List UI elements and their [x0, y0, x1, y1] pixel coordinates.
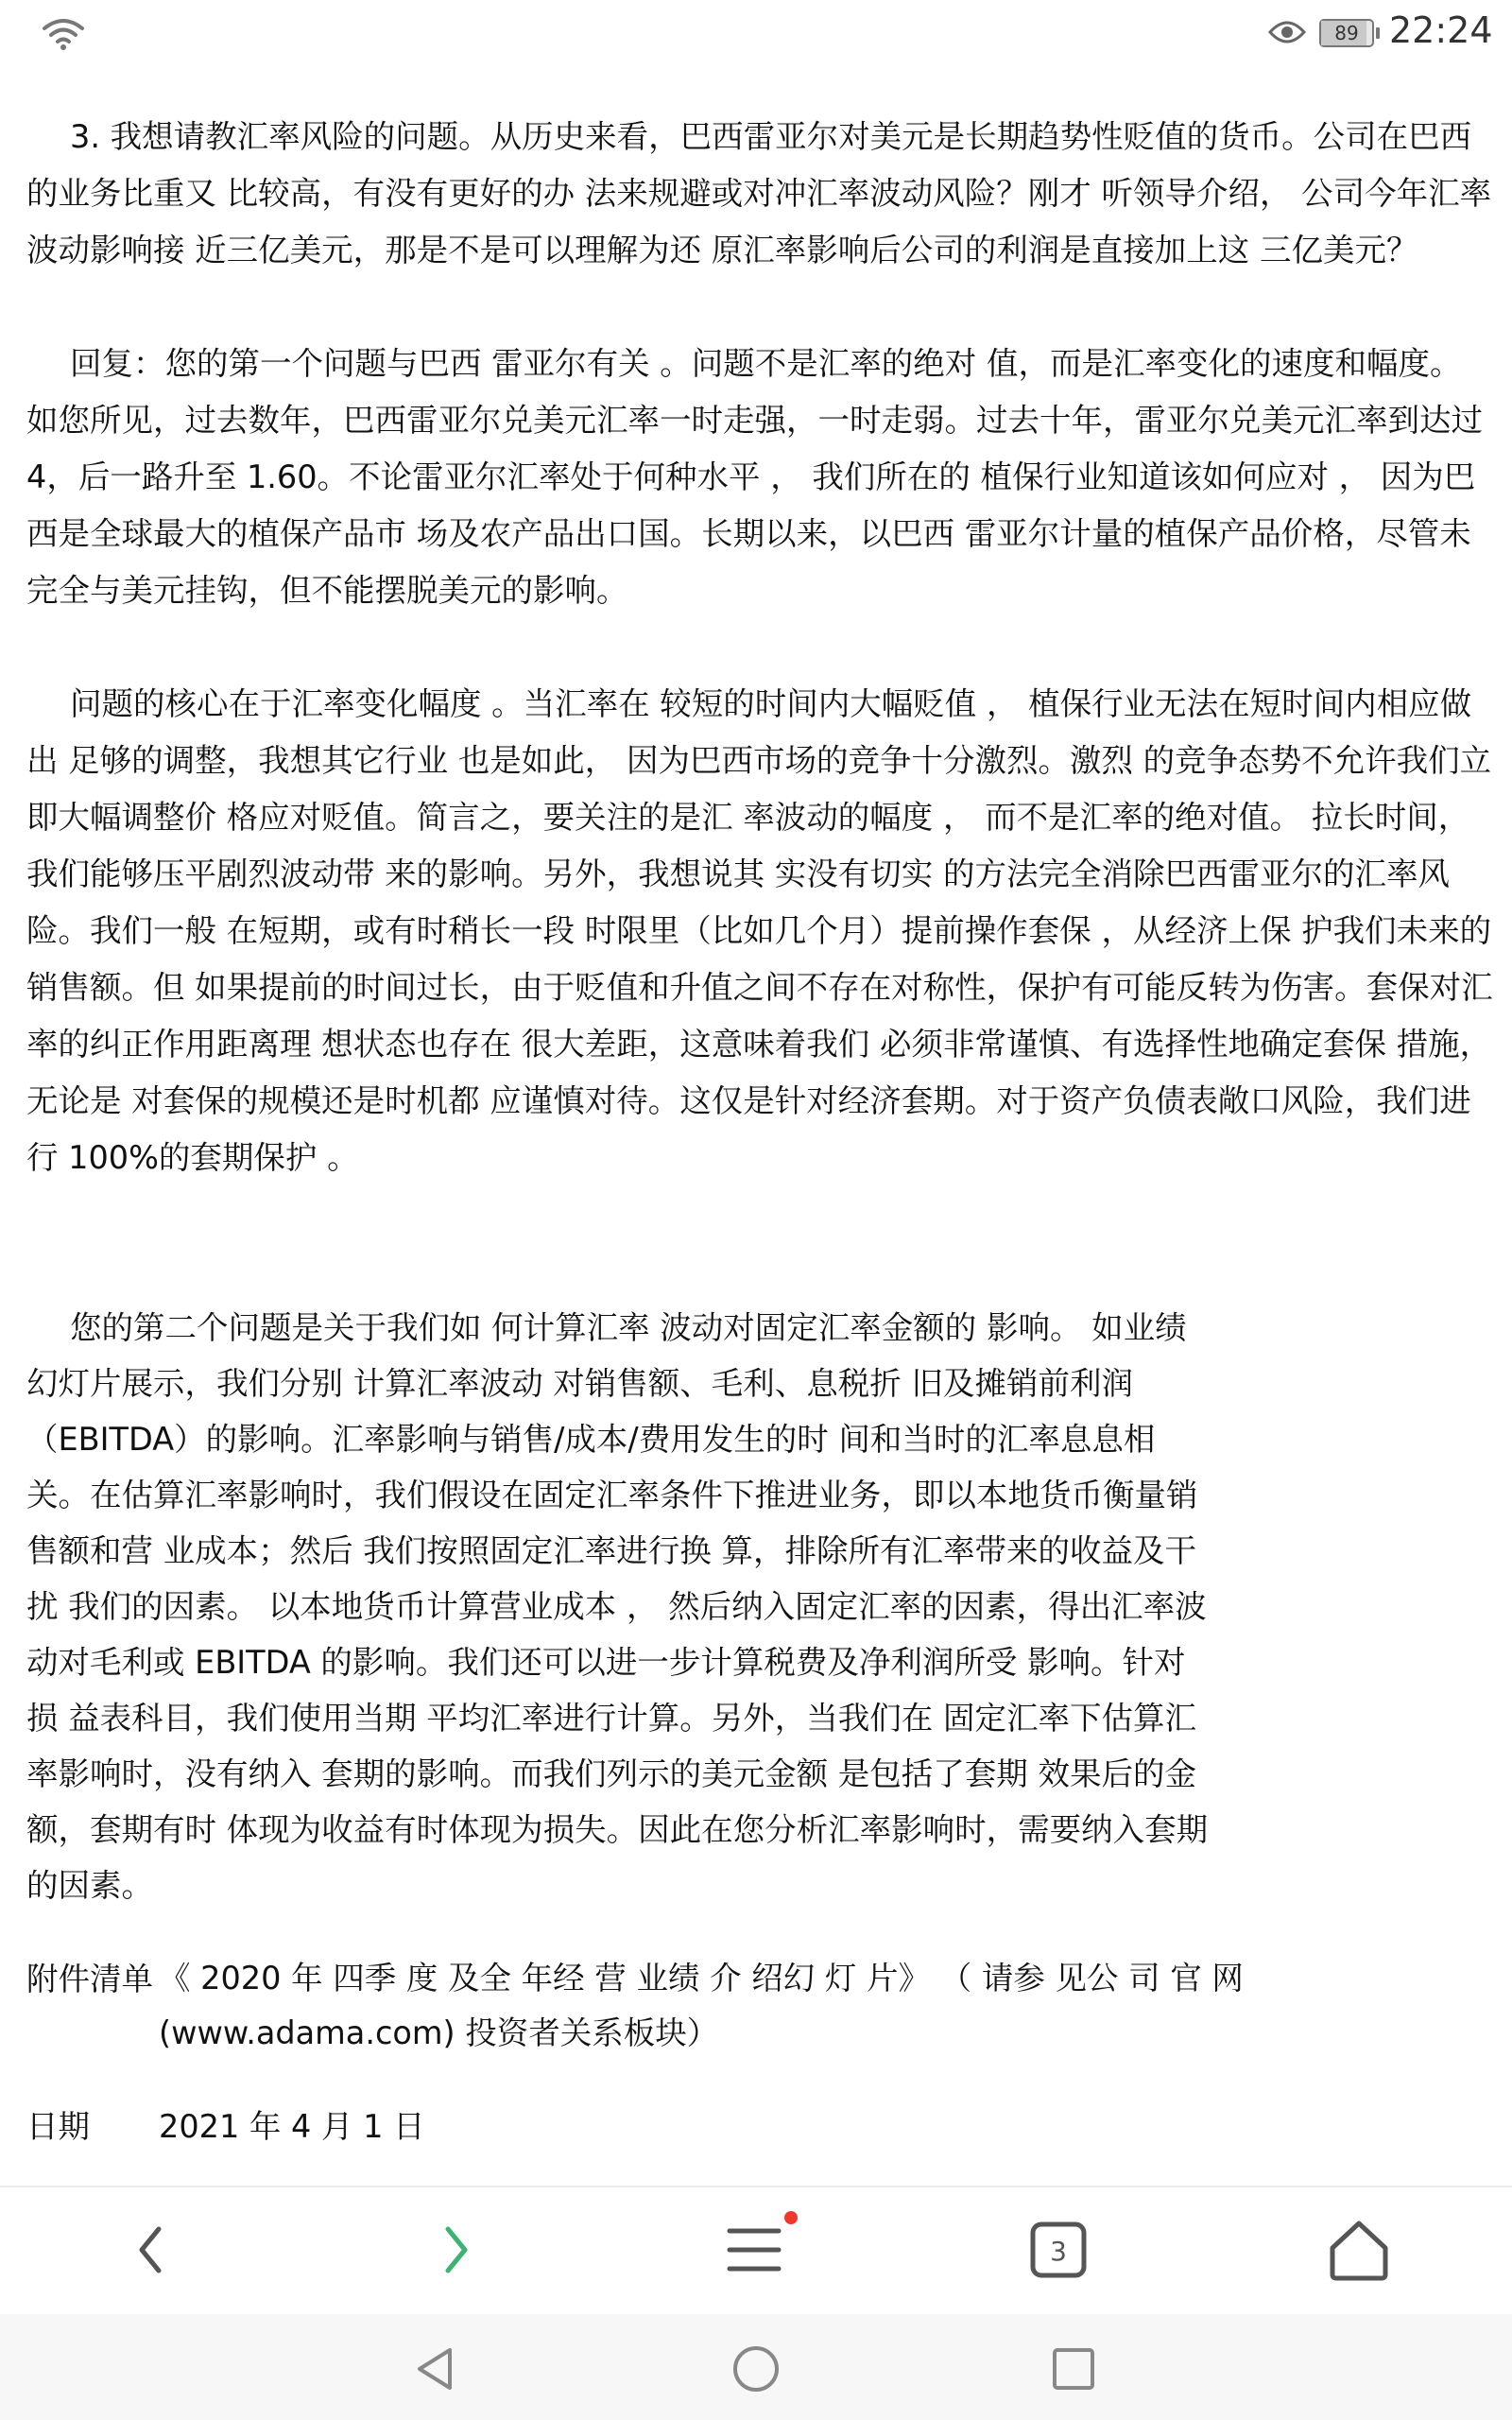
attachment-label: 附件清单 [26, 1961, 153, 1997]
date-label: 日期 [26, 2108, 90, 2145]
tabs-icon[interactable] [1021, 2212, 1096, 2288]
notification-dot [784, 2211, 798, 2224]
answer-paragraph-3: 您的第二个问题是关于我们如 何计算汇率 波动对固定汇率金额的 影响。 如业绩幻灯片展示，我们分别 计算汇率波动 对销售额、毛利、息税折 旧及摊销前利润（EBITDA）的影响。汇率影响与销售/成本/费用发生的时 间和当时的汇率息息相关。在估算汇率影响时，我们假设在固定汇率条件下推进业务，即以本地货币衡量销售额和营 业成本；然后 我们按照固定汇率进行换 算，排除所有汇率带来的收益及干扰 我们的因素。 以本地货币计算营业成本 ， 然后纳入固定汇率的因素，得出汇率波动对毛利或 EBITDA 的影响。我们还可以进一步计算税费及净利润所受 影响。针对损 益表科目，我们使用当期 平均汇率进行计算。另外，当我们在 固定汇率下估算汇率影响时，没有纳入 套期的影响。而我们列示的美元金额 是包括了套期 效果后的金额，套期有时 体现为收益有时体现为损失。因此在您分析汇率影响时，需要纳入套期的因素。 [26, 1309, 1209, 1904]
date-row [26, 2099, 1501, 2155]
answer-paragraph-2: 问题的核心在于汇率变化幅度 。当汇率在 较短的时间内大幅贬值 ， 植保行业无法在短时间内相应做出 足够的调整，我想其它行业 也是如此， 因为巴西市场的竞争十分激烈。激烈 的竞争态势不允许我们立即大幅调整价 格应对贬值。简言之，要关注的是汇 率波动的幅度 ， 而不是汇率的绝对值。 拉长时间，我们能够压平剧烈波动带 来的影响。另外，我想说其 实没有切实 的方法完全消除巴西雷亚尔的汇率风 险。我们一般 在短期，或有时稍长一段 时限里（比如几个月）提前操作套保 ，从经济上保 护我们未来的销售额。但 如果提前的时间过长，由于贬值和升值之间不存在对称性，保护有可能反转为伤害。套保对汇率的纠正作用距离理 想状态也存在 很大差距，这意味着我们 必须非常谨慎、有选择性地确定套保 措施，无论是 对套保的规模还是时机都 应谨慎对待。这仅是针对经济套期。对于资产负债表敞口风险，我们进行 100%的套期保护 。 [26, 685, 1493, 1176]
clock: 22:24 [1389, 9, 1493, 51]
answer-paragraph-1: 回复：您的第一个问题与巴西 雷亚尔有关 。问题不是汇率的绝对 值，而是汇率变化的速度和幅度。 如您所见，过去数年，巴西雷亚尔兑美元汇率一时走强，一时走弱。过去十年，雷亚尔兑美元汇率到达过 4，后一路升至 1.60。不论雷亚尔汇率处于何种水平 ， 我们所在的 植保行业知道该如何应对 ， 因为巴西是全球最大的植保产品市 场及农产品出口国。长期以来，以巴西 雷亚尔计量的植保产品价格，尽管未完全与美元挂钩，但不能摆脱美元的影响。 [26, 345, 1483, 609]
battery-tip [1376, 27, 1380, 39]
browser-nav-bar [0, 2186, 1512, 2316]
wifi-icon [42, 17, 85, 51]
attachment-row [26, 1951, 1501, 2061]
eye-comfort-icon [1268, 19, 1306, 45]
system-nav-bar [0, 2314, 1512, 2420]
battery-indicator [1319, 19, 1374, 47]
question-paragraph: 3. 我想请教汇率风险的问题。从历史来看，巴西雷亚尔对美元是长期趋势性贬值的货币。公司在巴西 的业务比重又 比较高，有没有更好的办 法来规避或对冲汇率波动风险？刚才 听领导介绍， 公司今年汇率 波动影响接 近三亿美元，那是不是可以理解为还 原汇率影响后公司的利润是直接加上这 三亿美元？ [26, 118, 1492, 268]
battery-level: 89 [1334, 22, 1359, 44]
circle-home-icon[interactable] [726, 2339, 786, 2399]
triangle-back-icon[interactable] [404, 2339, 465, 2399]
chevron-left-icon[interactable] [113, 2212, 189, 2288]
attachment-value: 《 2020 年 四季 度 及全 年经 营 业绩 介 绍幻 灯 片》 （ 请参 见公 司 官 网 (www.adama.com) 投资者关系板块） [159, 1960, 1244, 2051]
home-icon[interactable] [1321, 2212, 1397, 2288]
square-recent-icon[interactable] [1043, 2339, 1104, 2399]
tab-count: 3 [1050, 2236, 1067, 2267]
document-content [26, 109, 1501, 2188]
chevron-right-icon[interactable] [418, 2212, 493, 2288]
date-value: 2021 年 4 月 1 日 [159, 2108, 425, 2145]
status-bar [0, 0, 1512, 66]
menu-icon[interactable] [716, 2212, 792, 2288]
